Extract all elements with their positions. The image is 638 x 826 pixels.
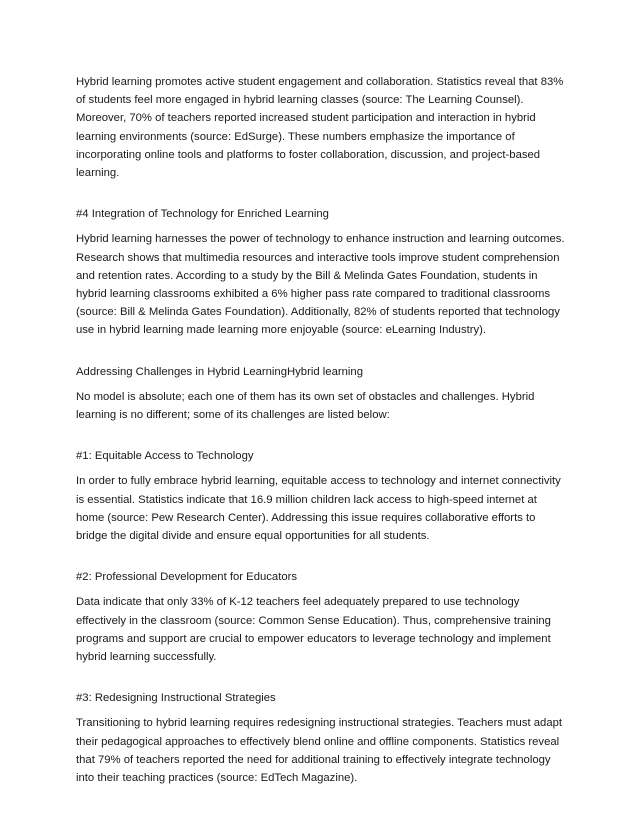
heading-professional-development: #2: Professional Development for Educators [76, 571, 298, 584]
paragraph-redesigning-strategies: Transitioning to hybrid learning requires redesigning instructional strategies. Teachers must adapt their pedagogical approaches to effectively blend online and offline components. Statistics reveal that 79% of teachers reported the need for additional training to effectively integrate technology into their teaching practices (source: EdTech Magazine). [76, 717, 563, 785]
heading-redesigning-strategies: #3: Redesigning Instructional Strategies [76, 692, 276, 705]
paragraph-equitable-access: In order to fully embrace hybrid learning, equitable access to technology and internet connectivity is essential. Statistics indicate that 16.9 million children lack access to high-speed internet at home (source: Pew Research Center). Addressing this issue requires collaborative efforts to bridge the digital divide and ensure equal opportunities for all students. [76, 475, 561, 543]
paragraph-addressing-challenges: No model is absolute; each one of them has its own set of obstacles and challenges. Hybrid learning is no different; some of its challenges are listed below: [76, 390, 535, 422]
heading-addressing-challenges: Addressing Challenges in Hybrid LearningHybrid learning [76, 365, 363, 378]
document-body [76, 73, 566, 787]
paragraph-integration-of-technology: Hybrid learning harnesses the power of technology to enhance instruction and learning outcomes. Research shows that multimedia resources and interactive tools improve student comprehension and retention rates. According to a study by the Bill & Melinda Gates Foundation, students in hybrid learning classrooms exhibited a 6% higher pass rate compared to traditional classrooms (source: Bill & Melinda Gates Foundation). Additionally, 82% of students reported that technology use in hybrid learning made learning more enjoyable (source: eLearning Industry). [76, 233, 565, 337]
paragraph-professional-development: Data indicate that only 33% of K-12 teachers feel adequately prepared to use technology effectively in the classroom (source: Common Sense Education). Thus, comprehensive training programs and support are crucial to empower educators to leverage technology and implement hybrid learning successfully. [76, 596, 551, 664]
heading-equitable-access: #1: Equitable Access to Technology [76, 450, 254, 463]
heading-integration-of-technology: #4 Integration of Technology for Enriched Learning [76, 208, 329, 221]
paragraph-engagement: Hybrid learning promotes active student engagement and collaboration. Statistics reveal that 83% of students feel more engaged in hybrid learning classes (source: The Learning Counsel). Moreover, 70% of teachers reported increased student participation and interaction in hybrid learning environments (source: EdSurge). These numbers emphasize the importance of incorporating online tools and platforms to foster collaboration, discussion, and project-based learning. [76, 76, 564, 180]
